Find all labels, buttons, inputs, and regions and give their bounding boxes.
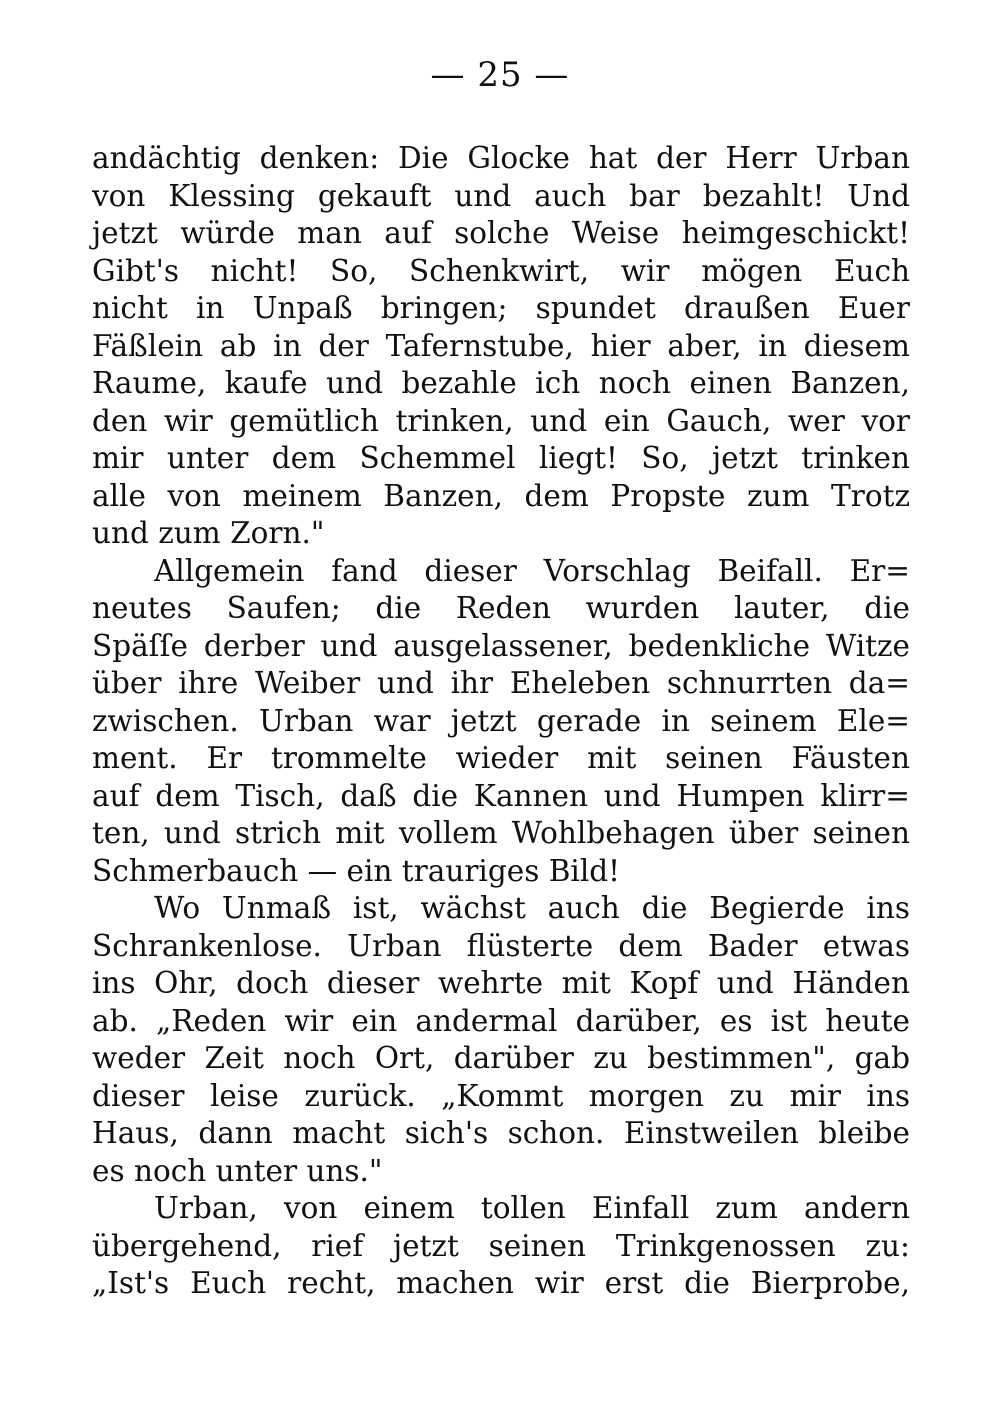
- text-line: „Ist's Euch recht, machen wir erst die Bierprobe,: [92, 1266, 910, 1300]
- text-line: mir unter dem Schemmel liegt! So, jetzt trinken: [92, 441, 910, 475]
- text-line: den wir gemütlich trinken, und ein Gauch, wer vor: [92, 403, 910, 438]
- text-line: Raume, kaufe und bezahle ich noch einen Banzen,: [92, 366, 910, 400]
- text-line: ten, und strich mit vollem Wohlbehagen über seinen: [92, 816, 910, 850]
- text-line: und zum Zorn.": [92, 516, 325, 550]
- text-line: Schmerbauch — ein trauriges Bild!: [92, 853, 621, 888]
- text-line: Schrankenlose. Urban flüsterte dem Bader etwas: [92, 928, 910, 963]
- text-line: ins Ohr, doch dieser wehrte mit Kopf und Händen: [92, 966, 910, 1000]
- text-line: Haus, dann macht sich's schon. Einstweilen bleibe: [92, 1116, 910, 1150]
- text-line: zwischen. Urban war jetzt gerade in seinem Ele=: [92, 703, 910, 738]
- text-line: es noch unter uns.": [92, 1153, 383, 1188]
- text-line: übergehend, rief jetzt seinen Trinkgenossen zu:: [92, 1228, 910, 1263]
- body-text: [92, 140, 910, 1303]
- text-line: von Klessing gekauft und auch bar bezahlt! Und: [92, 178, 910, 213]
- text-line: neutes Saufen; die Reden wurden lauter, die: [92, 591, 910, 625]
- text-line: ment. Er trommelte wieder mit seinen Fäusten: [92, 741, 910, 775]
- text-line: jetzt würde man auf solche Weise heimgeschickt!: [92, 216, 910, 250]
- text-line: nicht in Unpaß bringen; spundet draußen Euer: [92, 291, 910, 325]
- text-line: Urban, von einem tollen Einfall zum andern: [154, 1191, 910, 1225]
- text-line: andächtig denken: Die Glocke hat der Herr Urban: [92, 141, 910, 175]
- text-line: dieser leise zurück. „Kommt morgen zu mir ins: [92, 1078, 910, 1113]
- page-number: — 25 —: [430, 55, 570, 95]
- text-line: weder Zeit noch Ort, darüber zu bestimmen", gab: [92, 1041, 910, 1075]
- text-line: Gibt's nicht! So, Schenkwirt, wir mögen Euch: [92, 253, 910, 288]
- text-line: alle von meinem Banzen, dem Propste zum Trotz: [92, 478, 910, 513]
- text-line: Allgemein fand dieser Vorschlag Beifall. Er=: [154, 553, 910, 588]
- text-line: Wo Unmaß ist, wächst auch die Begierde ins: [154, 891, 910, 925]
- text-line: ab. „Reden wir ein andermal darüber, es ist heute: [92, 1003, 910, 1038]
- text-line: Fäßlein ab in der Tafernstube, hier aber, in diesem: [92, 328, 910, 363]
- text-line: auf dem Tisch, daß die Kannen und Humpen klirr=: [92, 778, 910, 813]
- text-line: Späſſe derber und ausgelassener, bedenkliche Witze: [92, 628, 910, 663]
- text-line: über ihre Weiber und ihr Eheleben schnurrten da=: [92, 666, 910, 700]
